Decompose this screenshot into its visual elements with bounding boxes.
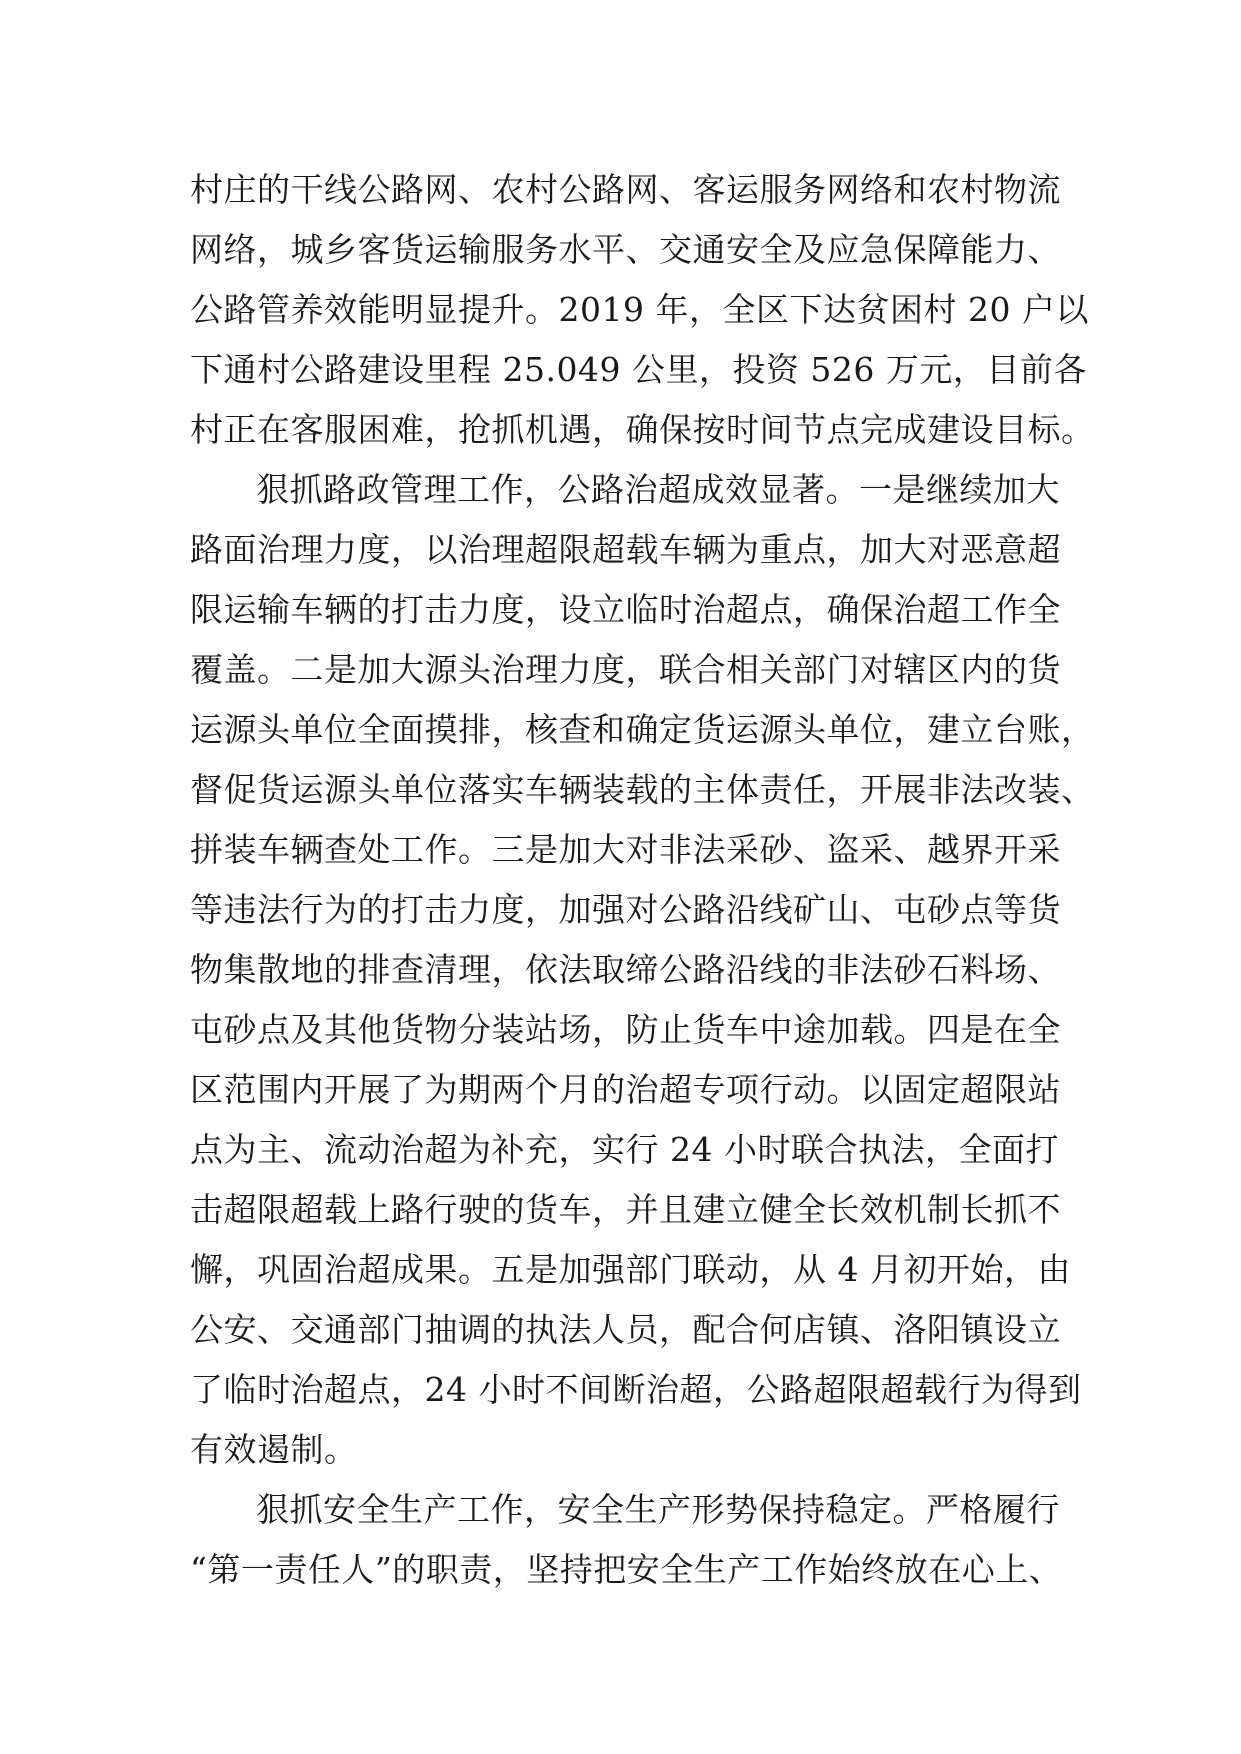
paragraph-2-line-7: 拼装车辆查处工作。三是加大对非法采砂、盗采、越界开采 xyxy=(190,830,1061,869)
paragraph-2-line-11: 区范围内开展了为期两个月的治超专项行动。以固定超限站 xyxy=(190,1070,1061,1109)
paragraph-2-line-6: 督促货运源头单位落实车辆装载的主体责任，开展非法改装、 xyxy=(190,770,1095,809)
paragraph-2-line-14: 懈，巩固治超成果。五是加强部门联动，从 4 月初开始，由 xyxy=(190,1250,1071,1289)
paragraph-2-line-9: 物集散地的排查清理，依法取缔公路沿线的非法砂石料场、 xyxy=(190,950,1061,989)
paragraph-2-line-10: 屯砂点及其他货物分装站场，防止货车中途加载。四是在全 xyxy=(190,1010,1061,1049)
paragraph-1-line-1: 村庄的干线公路网、农村公路网、客运服务网络和农村物流 xyxy=(190,170,1061,209)
paragraph-1-line-2: 网络，城乡客货运输服务水平、交通安全及应急保障能力、 xyxy=(190,230,1061,269)
paragraph-1-line-4: 下通村公路建设里程 25.049 公里，投资 526 万元，目前各 xyxy=(190,350,1087,389)
paragraph-2-line-3: 限运输车辆的打击力度，设立临时治超点，确保治超工作全 xyxy=(190,590,1061,629)
paragraph-2-line-8: 等违法行为的打击力度，加强对公路沿线矿山、屯砂点等货 xyxy=(190,890,1061,929)
paragraph-2-line-1: 狠抓路政管理工作，公路治超成效显著。一是继续加大 xyxy=(256,470,1060,509)
paragraph-1-line-3: 公路管养效能明显提升。2019 年，全区下达贫困村 20 户以 xyxy=(190,290,1089,329)
paragraph-2-line-5: 运源头单位全面摸排，核查和确定货运源头单位，建立台账， xyxy=(190,710,1095,749)
paragraph-2-line-4: 覆盖。二是加大源头治理力度，联合相关部门对辖区内的货 xyxy=(190,650,1061,689)
paragraph-3-line-1: 狠抓安全生产工作，安全生产形势保持稳定。严格履行 xyxy=(256,1490,1060,1529)
paragraph-2-line-2: 路面治理力度，以治理超限超载车辆为重点，加大对恶意超 xyxy=(190,530,1061,569)
paragraph-2-line-13: 击超限超载上路行驶的货车，并且建立健全长效机制长抓不 xyxy=(190,1190,1061,1229)
paragraph-2-line-12: 点为主、流动治超为补充，实行 24 小时联合执法，全面打 xyxy=(190,1130,1059,1169)
paragraph-1-line-5: 村正在客服困难，抢抓机遇，确保按时间节点完成建设目标。 xyxy=(190,410,1095,449)
document-body xyxy=(190,160,1095,1600)
paragraph-2-line-17: 有效遏制。 xyxy=(190,1430,358,1469)
paragraph-2-line-16: 了临时治超点，24 小时不间断治超，公路超限超载行为得到 xyxy=(190,1370,1082,1409)
paragraph-3-line-2: “第一责任人”的职责，坚持把安全生产工作始终放在心上、 xyxy=(190,1550,1063,1589)
paragraph-2-line-15: 公安、交通部门抽调的执法人员，配合何店镇、洛阳镇设立 xyxy=(190,1310,1061,1349)
